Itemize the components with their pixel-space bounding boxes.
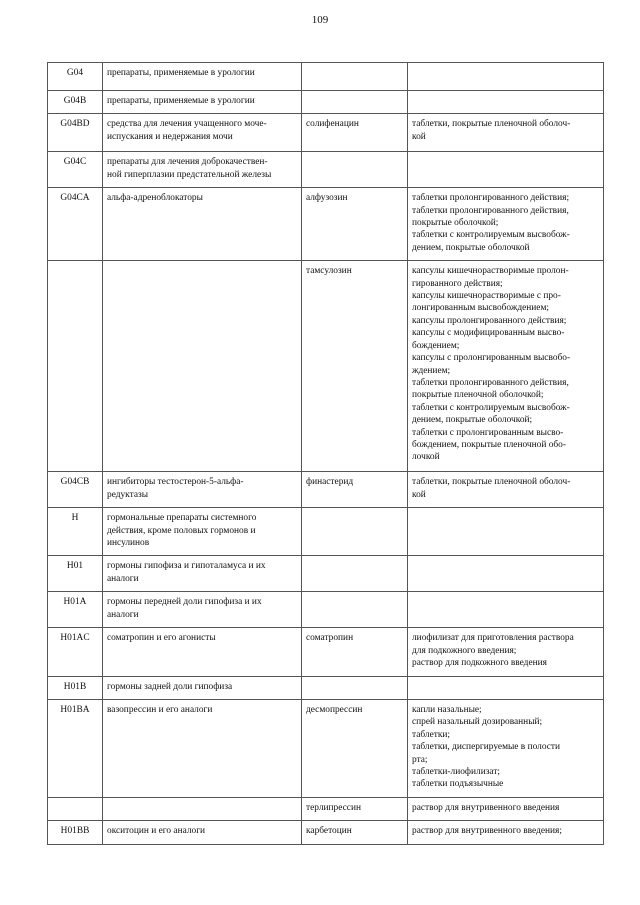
forms-line: раствор для подкожного введения (412, 658, 547, 669)
group-cell (103, 188, 302, 261)
group-cell (103, 797, 302, 820)
substance-cell (302, 91, 408, 114)
table-row (48, 152, 604, 188)
forms-line: таблетки с контролируемым высвобож- (412, 230, 570, 241)
code-cell: H (48, 508, 103, 556)
forms-line: ждением; (412, 365, 451, 376)
group-line: ингибиторы тестостерон-5-альфа- (107, 477, 244, 488)
forms-cell (408, 152, 604, 188)
forms-cell (408, 797, 604, 820)
table-row (48, 699, 604, 797)
forms-line: бождением, покрытые пленочной обо- (412, 439, 566, 450)
forms-line: капли назальные; (412, 704, 482, 715)
code-cell (48, 261, 103, 472)
code-cell (48, 797, 103, 820)
table-row (48, 188, 604, 261)
code-cell: G04CB (48, 472, 103, 508)
forms-line: таблетки с пролонгированным высво- (412, 427, 564, 438)
substance-line: финастерид (306, 477, 354, 488)
substance-cell (302, 508, 408, 556)
code-cell: G04CA (48, 188, 103, 261)
group-cell (103, 91, 302, 114)
forms-line: таблетки подъязычные (412, 779, 504, 790)
group-line: гормональные препараты системного (107, 513, 257, 524)
forms-cell (408, 91, 604, 114)
forms-line: таблетки, покрытые пленочной оболоч- (412, 119, 571, 130)
forms-line: покрытые оболочкой; (412, 218, 499, 229)
forms-line: капсулы пролонгированного действия; (412, 315, 567, 326)
substance-cell (302, 676, 408, 699)
forms-cell (408, 592, 604, 628)
forms-cell (408, 508, 604, 556)
substance-cell (302, 699, 408, 797)
forms-line: таблетки с контролируемым высвобож- (412, 402, 570, 413)
group-line: испускания и недержания мочи (107, 131, 233, 142)
table-row (48, 676, 604, 699)
group-line: гормоны передней доли гипофиза и их (107, 597, 262, 608)
substance-cell (302, 188, 408, 261)
page-number: 109 (311, 14, 329, 26)
forms-cell (408, 821, 604, 844)
forms-cell (408, 676, 604, 699)
forms-line: лонгированным высвобождением; (412, 303, 549, 314)
code-cell: G04C (48, 152, 103, 188)
forms-cell (408, 261, 604, 472)
substance-cell (302, 472, 408, 508)
forms-line: таблетки пролонгированного действия, (412, 205, 569, 216)
forms-line: таблетки, покрытые пленочной оболоч- (412, 477, 571, 488)
forms-cell (408, 188, 604, 261)
forms-line: кой (412, 131, 426, 142)
group-line: альфа-адреноблокаторы (107, 193, 203, 204)
code-cell: H01BA (48, 699, 103, 797)
code-cell: G04BD (48, 114, 103, 152)
substance-cell (302, 114, 408, 152)
forms-line: бождением; (412, 340, 460, 351)
table-row (48, 797, 604, 820)
substance-cell (302, 152, 408, 188)
substance-cell (302, 821, 408, 844)
group-cell (103, 699, 302, 797)
table-row (48, 628, 604, 676)
group-line: соматропин и его агонисты (107, 633, 216, 644)
group-line: препараты, применяемые в урологии (107, 96, 255, 106)
substance-cell (302, 63, 408, 91)
substance-cell (302, 628, 408, 676)
forms-line: капсулы кишечнорастворимые пролон- (412, 266, 569, 277)
group-cell (103, 261, 302, 472)
forms-line: лиофилизат для приготовления раствора (412, 633, 574, 644)
code-cell: H01BB (48, 821, 103, 844)
table-row (48, 472, 604, 508)
forms-cell (408, 63, 604, 91)
forms-cell (408, 628, 604, 676)
group-line: инсулинов (107, 538, 150, 549)
substance-line: солифенацин (306, 119, 359, 130)
substance-line: соматропин (306, 633, 354, 644)
substance-line: десмопрессин (306, 704, 363, 715)
group-line: вазопрессин и его аналоги (107, 704, 213, 715)
forms-line: таблетки пролонгированного действия; (412, 193, 570, 204)
forms-line: гированного действия; (412, 278, 503, 289)
forms-line: раствор для внутривенного введения (412, 802, 560, 813)
group-cell (103, 556, 302, 592)
group-line: окситоцин и его аналоги (107, 826, 206, 837)
table-row (48, 556, 604, 592)
group-line: препараты для лечения доброкачествен- (107, 157, 268, 168)
group-cell (103, 472, 302, 508)
group-cell (103, 676, 302, 699)
substance-line: карбетоцин (306, 826, 352, 837)
code-cell: H01B (48, 676, 103, 699)
forms-line: капсулы с модифицированным высво- (412, 328, 565, 339)
substance-line: алфузозин (306, 193, 348, 204)
forms-line: таблетки пролонгированного действия, (412, 377, 569, 388)
forms-line: таблетки, диспергируемые в полости (412, 742, 561, 753)
table-row (48, 91, 604, 114)
code-cell: G04B (48, 91, 103, 114)
group-line: ной гиперплазии предстательной железы (107, 169, 272, 180)
group-line: действия, кроме половых гормонов и (107, 525, 256, 536)
code-cell: G04 (48, 63, 103, 91)
drug-table (47, 62, 604, 845)
code-cell: H01AC (48, 628, 103, 676)
table-row (48, 508, 604, 556)
table-body (48, 63, 604, 845)
substance-line: терлипрессин (306, 802, 361, 813)
group-cell (103, 628, 302, 676)
forms-line: капсулы кишечнорастворимые с про- (412, 291, 561, 302)
group-line: гормоны гипофиза и гипоталамуса и их (107, 561, 266, 572)
forms-line: рта; (412, 754, 428, 765)
table-row (48, 114, 604, 152)
group-line: аналоги (107, 609, 139, 620)
forms-line: таблетки-лиофилизат; (412, 766, 501, 777)
forms-line: кой (412, 489, 426, 500)
forms-line: для подкожного введения; (412, 645, 517, 656)
forms-line: капсулы с пролонгированным высвобо- (412, 353, 571, 364)
forms-cell (408, 472, 604, 508)
substance-line: тамсулозин (306, 266, 352, 277)
group-line: средства для лечения учащенного моче- (107, 119, 267, 130)
substance-cell (302, 797, 408, 820)
forms-cell (408, 699, 604, 797)
table-row (48, 261, 604, 472)
group-line: препараты, применяемые в урологии (107, 68, 255, 78)
forms-cell (408, 114, 604, 152)
forms-line: покрытые пленочной оболочкой; (412, 390, 544, 401)
forms-line: лочкой (412, 452, 440, 463)
group-cell (103, 592, 302, 628)
substance-cell (302, 556, 408, 592)
forms-line: дением, покрытые оболочкой; (412, 415, 533, 426)
group-line: аналоги (107, 573, 139, 584)
forms-cell (408, 556, 604, 592)
group-line: редуктазы (107, 489, 148, 500)
substance-cell (302, 592, 408, 628)
forms-line: раствор для внутривенного введения; (412, 826, 562, 837)
table-row (48, 592, 604, 628)
code-cell: H01 (48, 556, 103, 592)
group-cell (103, 152, 302, 188)
forms-line: таблетки; (412, 729, 451, 740)
forms-line: дением, покрытые оболочкой (412, 242, 530, 253)
group-cell (103, 508, 302, 556)
table-row (48, 63, 604, 91)
group-cell (103, 821, 302, 844)
code-cell: H01A (48, 592, 103, 628)
group-cell (103, 63, 302, 91)
substance-cell (302, 261, 408, 472)
group-line: гормоны задней доли гипофиза (107, 681, 233, 692)
group-cell (103, 114, 302, 152)
table-row (48, 821, 604, 844)
forms-line: спрей назальный дозированный; (412, 717, 543, 728)
